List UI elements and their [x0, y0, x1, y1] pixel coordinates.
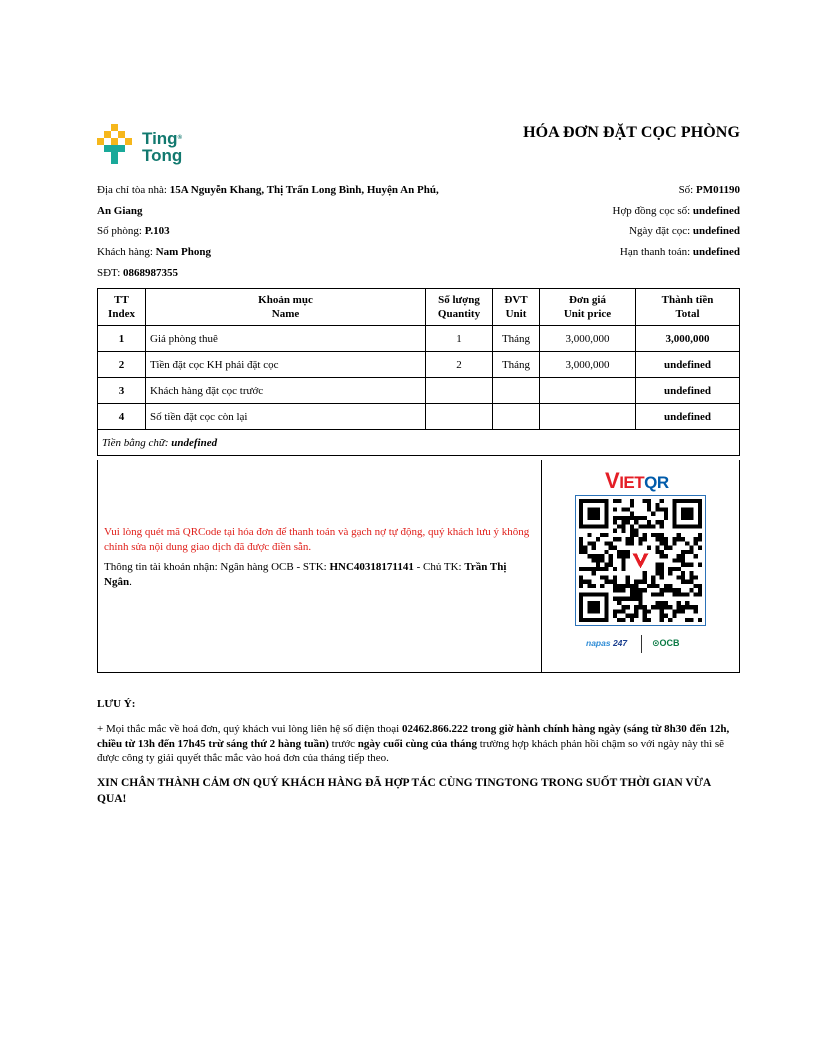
bank-logos — [586, 636, 696, 652]
customer-phone: SĐT: 0868987355 — [97, 266, 179, 279]
logo-mark-icon — [97, 124, 141, 168]
qr-code-icon — [579, 499, 702, 622]
table-header-row — [98, 289, 740, 326]
tingtong-logo — [97, 124, 207, 168]
contract-number: Hợp đồng cọc số: undefined — [612, 204, 740, 217]
table-row: 4 Số tiền đặt cọc còn lại undefined — [98, 404, 740, 430]
vietqr-logo: VIETQR — [605, 468, 669, 493]
header-quantity: Số lượng Quantity — [426, 289, 493, 326]
notes-section — [97, 698, 740, 807]
napas-logo: napas 247 — [586, 638, 628, 648]
deposit-date: Ngày đặt cọc: undefined — [629, 225, 740, 238]
qr-panel — [542, 460, 739, 672]
header-index: TT Index — [98, 289, 146, 326]
amount-in-words-row — [98, 430, 740, 456]
account-info: Thông tin tài khoản nhận: Ngân hàng OCB - STK: HNC40318171141 - Chủ TK: Trần Thị Ngân. — [104, 561, 507, 588]
payment-block — [97, 460, 740, 673]
header-name: Khoản mục Name — [146, 289, 426, 326]
table-row: 3 Khách hàng đặt cọc trước undefined — [98, 378, 740, 404]
payment-instructions — [104, 525, 536, 589]
table-row: 1 Giá phòng thuê 1 Tháng 3,000,000 3,000,000 — [98, 326, 740, 352]
notes-title: LƯU Ý: — [97, 698, 136, 710]
notes-body: + Mọi thắc mắc về hoá đơn, quý khách vui lòng liên hệ số điện thoại 02462.866.222 trong giờ hành chính hàng ngày (sáng từ 8h30 đến 12h, chiều từ 13h đến 17h45 trừ sáng thứ 2 hàng tuần) trước ngày cuối cùng của tháng trường hợp khách phản hồi chậm so với ngày này thì sẽ được công ty giải quyết thắc mắc vào hoá đơn của tháng tiếp theo. — [97, 723, 730, 765]
qr-code[interactable] — [575, 495, 706, 626]
table-row: 2 Tiền đặt cọc KH phải đặt cọc 2 Tháng 3,000,000 undefined — [98, 352, 740, 378]
invoice-number: Số: PM01190 — [678, 184, 740, 196]
thanks-message: XIN CHÂN THÀNH CẢM ƠN QUÝ KHÁCH HÀNG ĐÃ HỢP TÁC CÙNG TINGTONG TRONG SUỐT THỜI GIAN VỪA QUA! — [97, 777, 711, 805]
divider — [641, 635, 642, 653]
header-unit: ĐVT Unit — [493, 289, 540, 326]
customer-name: Khách hàng: Nam Phong — [97, 246, 211, 259]
info-right — [440, 180, 740, 263]
page-title: HÓA ĐƠN ĐẶT CỌC PHÒNG — [523, 124, 740, 141]
qr-warning: Vui lòng quét mã QRCode tại hóa đơn để thanh toán và gạch nợ tự động, quý khách lưu ý không chỉnh sửa nội dung giao dịch đã được điền sẵn. — [104, 526, 530, 553]
building-address: Địa chỉ tòa nhà: 15A Nguyễn Khang, Thị Trấn Long Bình, Huyện An Phú, An Giang — [97, 184, 439, 217]
items-table — [97, 288, 740, 456]
amount-in-words: Tiền bằng chữ: undefined — [98, 430, 740, 456]
info-left — [97, 180, 442, 284]
logo-wordmark: Ting® Tong — [142, 129, 183, 165]
ocb-logo: ⊙OCB — [652, 638, 680, 648]
header-total: Thành tiền Total — [636, 289, 740, 326]
room-number: Số phòng: P.103 — [97, 225, 170, 238]
payment-due: Hạn thanh toán: undefined — [619, 246, 740, 259]
header-price: Đơn giá Unit price — [540, 289, 636, 326]
